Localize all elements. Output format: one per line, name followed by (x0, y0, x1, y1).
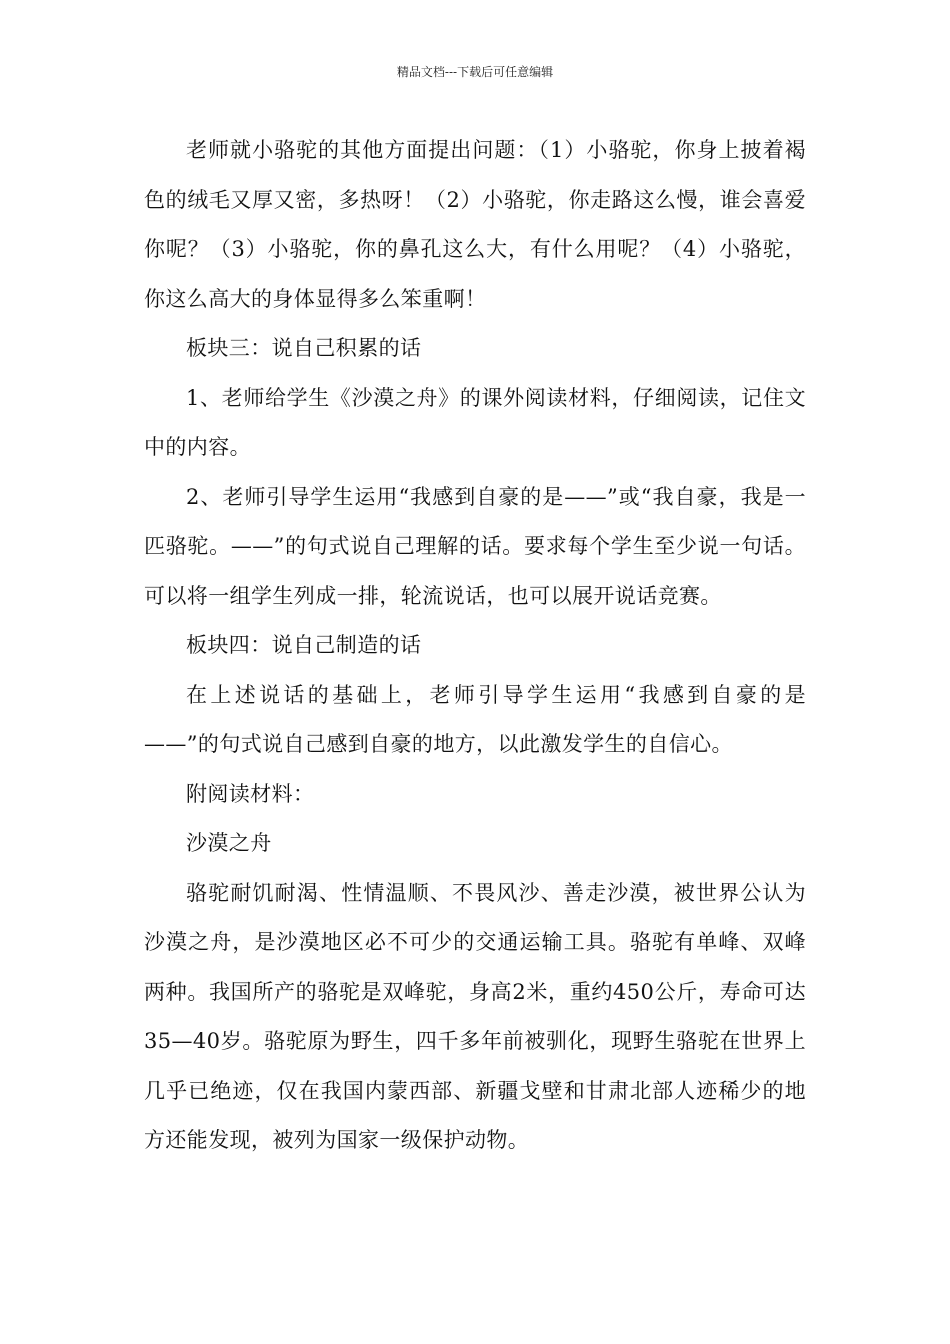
page-header: 精品文档---下载后可任意编辑 (396, 65, 554, 79)
paragraph-section-4: 在上述说话的基础上，老师引导学生运用“我感到自豪的是——”的句式说自己感到自豪的地方，以此激发学生的自信心。 (144, 682, 806, 756)
reading-title: 沙漠之舟 (186, 831, 272, 855)
section-heading-4: 板块四：说自己制造的话 (186, 633, 422, 657)
paragraph-step-2: 2、老师引导学生运用“我感到自豪的是——”或“我自豪，我是一匹骆驼。——”的句式说自己理解的话。要求每个学生至少说一句话。可以将一组学生列成一排，轮流说话，也可以展开说话竞赛。 (144, 484, 806, 608)
paragraph-step-1: 1、老师给学生《沙漠之舟》的课外阅读材料，仔细阅读，记住文中的内容。 (144, 385, 806, 459)
paragraph-questions: 老师就小骆驼的其他方面提出问题：（1）小骆驼，你身上披着褐色的绒毛又厚又密，多热呀！（2）小骆驼，你走路这么慢，谁会喜爱你呢？（3）小骆驼，你的鼻孔这么大，有什么用呢？（4）小骆驼，你这么高大的身体显得多么笨重啊！ (144, 138, 806, 311)
appendix-label: 附阅读材料： (186, 781, 315, 806)
document-body (144, 126, 806, 1166)
reading-paragraph: 骆驼耐饥耐渴、性情温顺、不畏风沙、善走沙漠，被世界公认为沙漠之舟，是沙漠地区必不可少的交通运输工具。骆驼有单峰、双峰两种。我国所产的骆驼是双峰驼，身高2米，重约450公斤，寿命可达35—40岁。骆驼原为野生，四千多年前被驯化，现野生骆驼在世界上几乎已绝迹，仅在我国内蒙西部、新疆戈壁和甘肃北部人迹稀少的地方还能发现，被列为国家一级保护动物。 (144, 880, 806, 1152)
section-heading-3: 板块三：说自己积累的话 (186, 336, 422, 360)
